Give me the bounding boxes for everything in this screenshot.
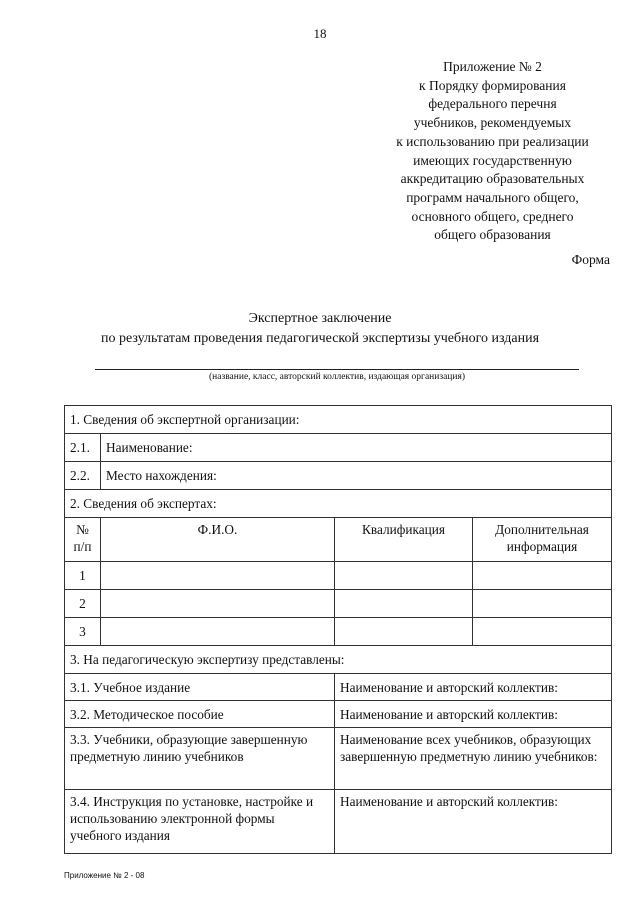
submission-detail: Наименование и авторский коллектив: — [335, 701, 612, 728]
submission-detail: Наименование всех учебников, образующих завершенную предметную линию учебников: — [335, 728, 612, 790]
appendix-line: общего образования — [434, 227, 551, 243]
section-2-heading: 2. Сведения об экспертах: — [65, 490, 612, 518]
title-caption: (название, класс, авторский коллектив, издающая организация) — [208, 372, 465, 382]
section-1-row — [65, 406, 612, 434]
appendix-header — [370, 58, 615, 245]
form-label: Форма — [571, 252, 610, 267]
title-line-1: Экспертное заключение — [248, 311, 392, 326]
expert-fio-cell — [101, 590, 335, 618]
org-name-number: 2.1. — [65, 434, 101, 462]
appendix-line: Приложение № 2 — [443, 59, 542, 74]
appendix-line: аккредитацию образовательных — [400, 171, 585, 187]
expert-row-number: 1 — [65, 562, 101, 590]
expert-row — [65, 562, 612, 590]
title-line-2: по результатам проведения педагогической экспертизы учебного издания — [100, 331, 540, 346]
expert-additional-header — [473, 518, 612, 562]
submission-item: 3.2. Методическое пособие — [65, 701, 335, 728]
section-1-heading: 1. Сведения об экспертной организации: — [65, 406, 612, 434]
expert-additional-header-line: информация — [506, 539, 578, 554]
page-number: 18 — [313, 26, 327, 41]
expert-row-number: 2 — [65, 590, 101, 618]
submission-row — [65, 674, 612, 701]
expert-qualification-cell — [335, 562, 473, 590]
submission-row — [65, 790, 612, 854]
appendix-line: к использованию при реализации — [396, 133, 589, 149]
section-3-row — [65, 646, 612, 674]
submission-detail: Наименование и авторский коллектив: — [335, 674, 612, 701]
page-footer: Приложение № 2 - 08 — [64, 871, 145, 880]
submission-item: 3.3. Учебники, образующие завершенную предметную линию учебников — [65, 728, 335, 790]
expert-additional-cell — [473, 590, 612, 618]
title-fill-line — [95, 369, 579, 370]
expert-additional-header-line: Дополнительная — [495, 522, 589, 537]
experts-header-row — [65, 518, 612, 562]
org-location-row — [65, 462, 612, 490]
appendix-line: основного общего, среднего — [411, 208, 574, 224]
expert-qualification-cell — [335, 590, 473, 618]
submission-detail: Наименование и авторский коллектив: — [335, 790, 612, 854]
submission-row — [65, 701, 612, 728]
org-name-row — [65, 434, 612, 462]
submission-item: 3.1. Учебное издание — [65, 674, 335, 701]
expert-number-header-line: № — [76, 522, 89, 537]
appendix-line: к Порядку формирования — [419, 77, 566, 93]
expert-number-header-line: п/п — [73, 539, 92, 554]
section-2-row — [65, 490, 612, 518]
expert-number-header — [65, 518, 101, 562]
expert-fio-header: Ф.И.О. — [101, 518, 335, 562]
expert-row-number: 3 — [65, 618, 101, 646]
appendix-line: учебников, рекомендуемых — [413, 115, 572, 131]
expert-additional-cell — [473, 562, 612, 590]
document-title — [0, 309, 640, 349]
expert-additional-cell — [473, 618, 612, 646]
expert-qualification-cell — [335, 618, 473, 646]
org-name-field: Наименование: — [101, 434, 612, 462]
org-location-field: Место нахождения: — [101, 462, 612, 490]
appendix-line: имеющих государственную — [413, 152, 572, 168]
submission-row — [65, 728, 612, 790]
expert-fio-cell — [101, 562, 335, 590]
submission-item: 3.4. Инструкция по установке, настройке и использованию электронной формы учебного издания — [65, 790, 335, 854]
section-3-heading: 3. На педагогическую экспертизу представлены: — [65, 646, 612, 674]
expert-qualification-header: Квалификация — [335, 518, 473, 562]
expert-form-table — [64, 405, 612, 854]
org-location-number: 2.2. — [65, 462, 101, 490]
appendix-line: программ начального общего, — [406, 189, 579, 205]
expert-row — [65, 618, 612, 646]
expert-row — [65, 590, 612, 618]
appendix-line: федерального перечня — [428, 96, 557, 112]
expert-fio-cell — [101, 618, 335, 646]
